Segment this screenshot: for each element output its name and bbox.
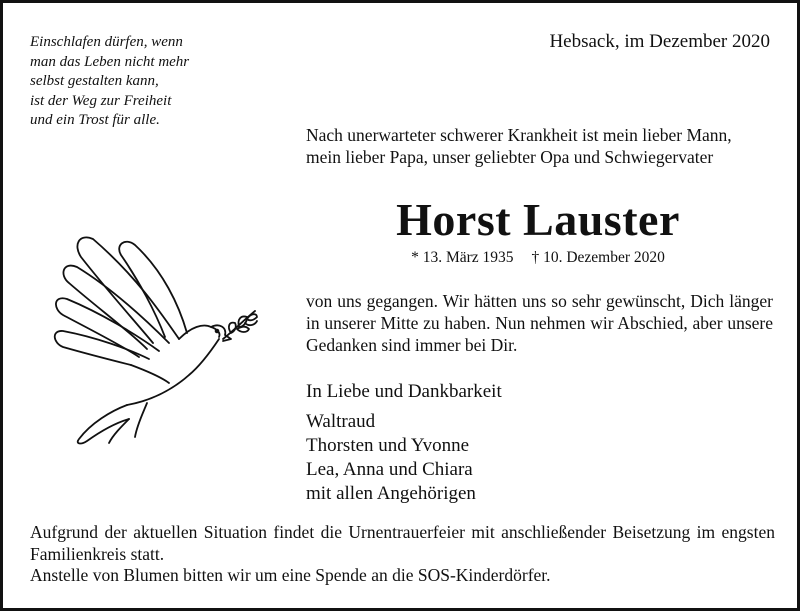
body-text: von uns gegangen. Wir hätten uns so sehr gewünscht, Dich länger in unserer Mitte zu haben. Nun nehmen wir Abschied, aber unsere Gedanken sind immer bei Dir. <box>306 291 773 355</box>
birth-date: * 13. März 1935 <box>411 249 514 266</box>
footer-line: Aufgrund der aktuellen Situation findet die Urnentrauerfeier mit anschließender Beisetzung im engsten Familienkreis statt. <box>30 522 775 564</box>
footer-line: Anstelle von Blumen bitten wir um eine Spende an die SOS-Kinderdörfer. <box>30 565 551 585</box>
mourners-list <box>306 410 476 506</box>
dove-with-olive-branch-icon <box>51 231 261 446</box>
death-date: † 10. Dezember 2020 <box>531 249 665 266</box>
poem-line: selbst gestalten kann, <box>30 73 159 89</box>
mourner-name: Lea, Anna und Chiara <box>306 459 473 480</box>
mourners-greeting: In Liebe und Dankbarkeit <box>306 381 502 402</box>
mourner-name: Thorsten und Yvonne <box>306 435 470 456</box>
poem-line: Einschlafen dürfen, wenn <box>30 34 183 50</box>
mourner-name: Waltraud <box>306 411 376 432</box>
intro-text <box>306 124 776 168</box>
poem <box>30 33 240 131</box>
intro-line: Nach unerwarteter schwerer Krankheit ist mein lieber Mann, <box>306 125 732 145</box>
life-dates <box>303 249 773 267</box>
poem-line: man das Leben nicht mehr <box>30 53 190 70</box>
deceased-name: Horst Lauster <box>396 194 680 245</box>
footer-note <box>30 522 775 587</box>
poem-line: ist der Weg zur Freiheit <box>30 92 172 109</box>
poem-line: und ein Trost für alle. <box>30 112 160 128</box>
intro-line: mein lieber Papa, unser geliebter Opa und Schwiegervater <box>306 147 714 167</box>
place-date: Hebsack, im Dezember 2020 <box>549 31 770 52</box>
mourner-name: mit allen Angehörigen <box>306 483 476 504</box>
